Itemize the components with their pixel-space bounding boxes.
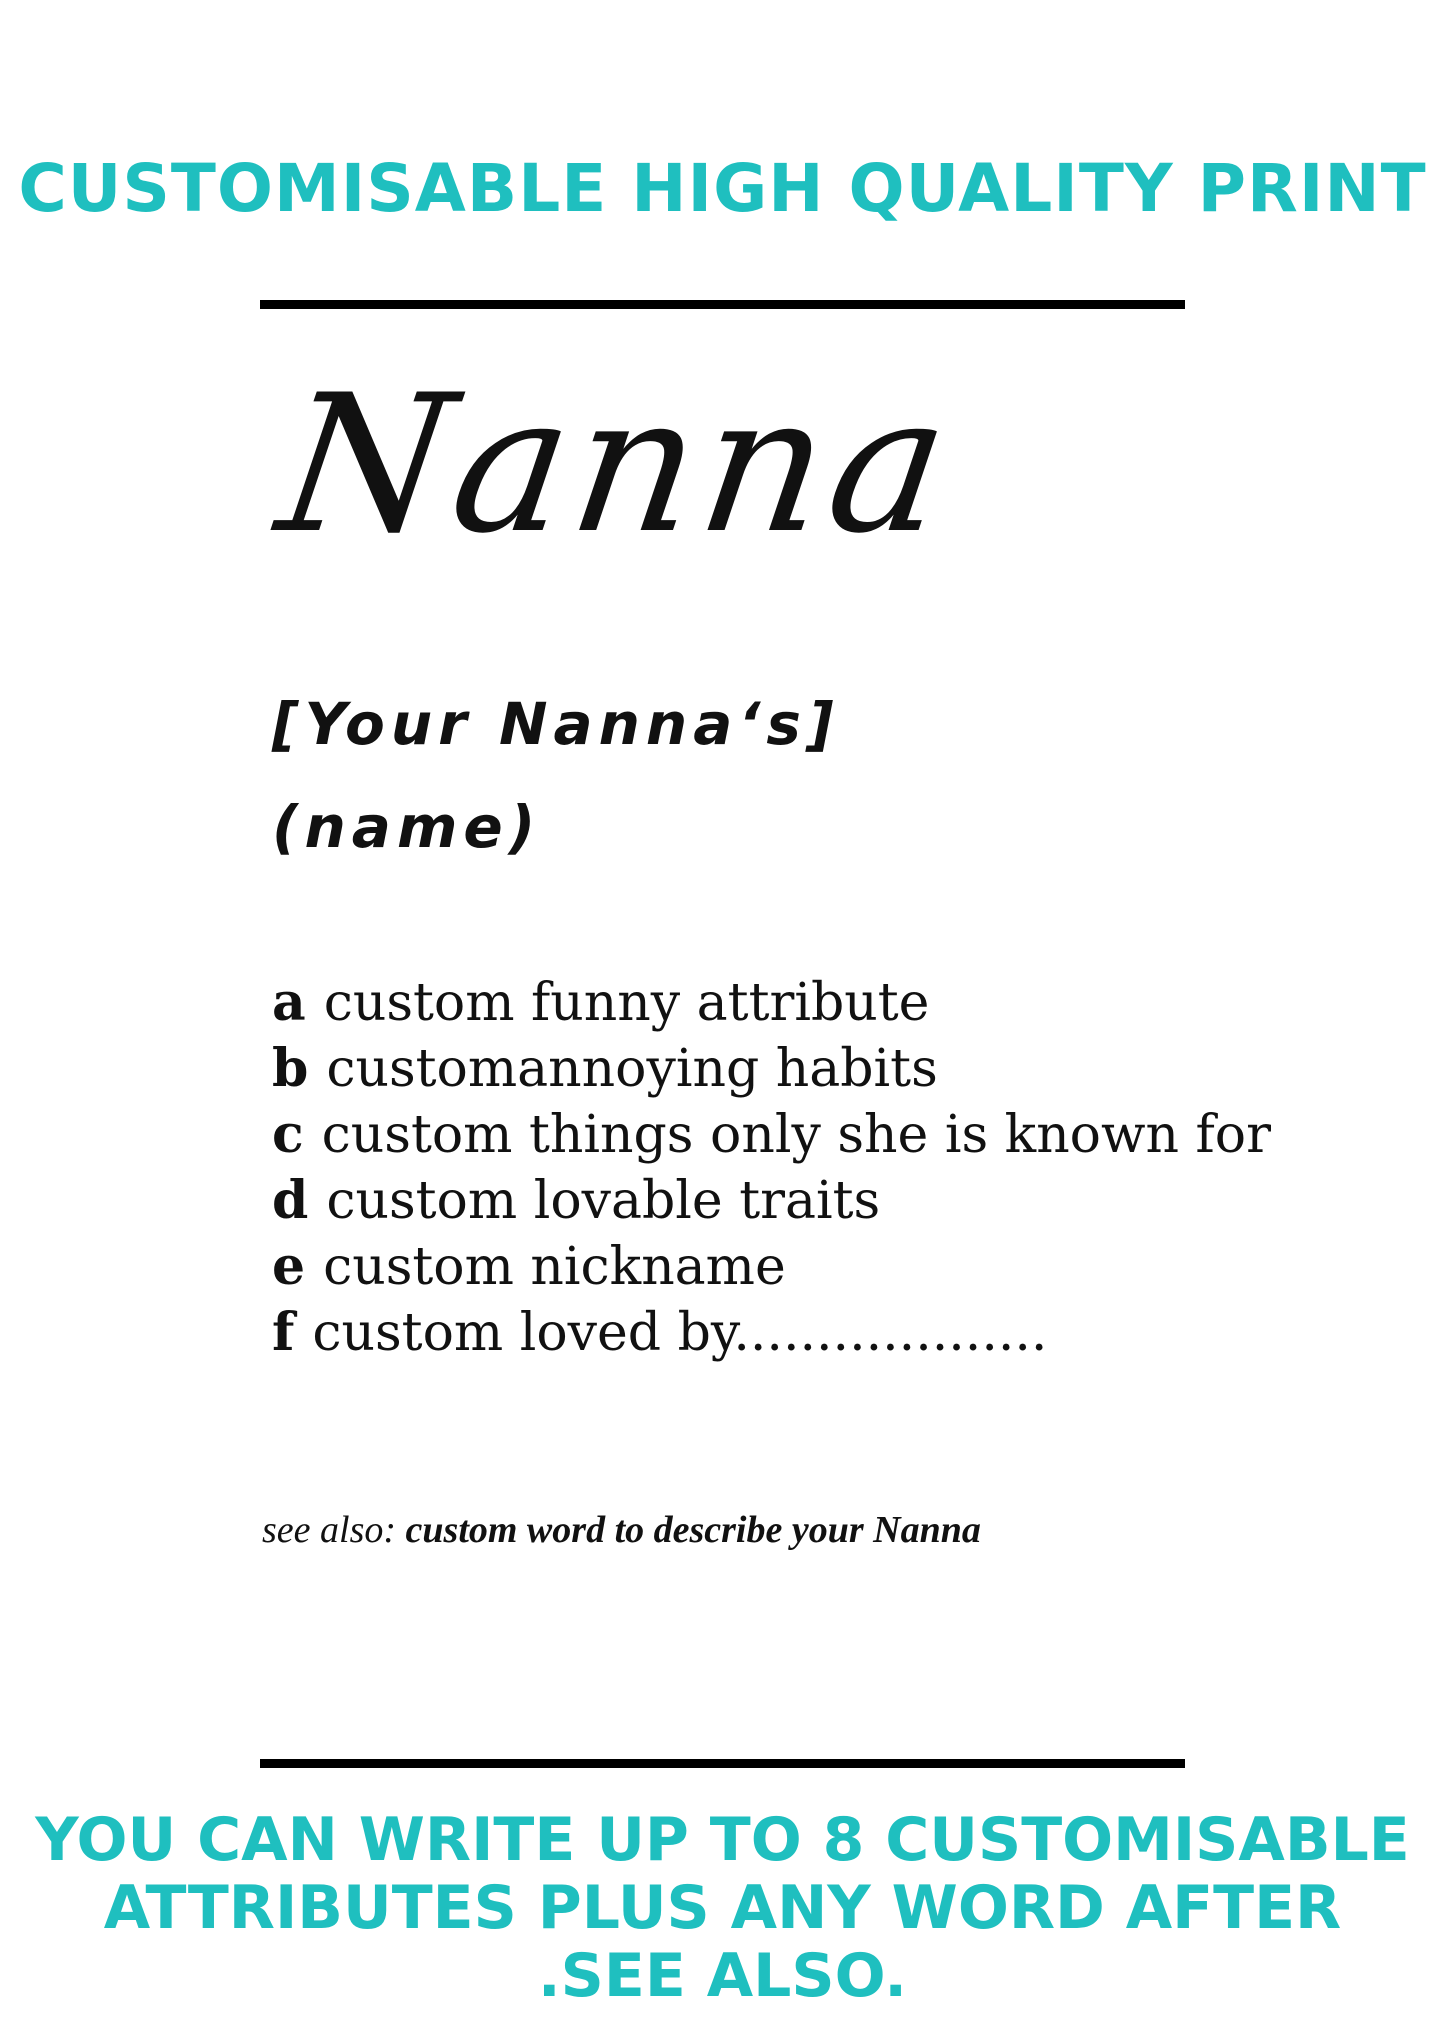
attribute-text: custom loved by................... — [312, 1303, 1048, 1363]
attribute-text: custom things only she is known for — [321, 1105, 1271, 1165]
attribute-list — [272, 970, 1271, 1366]
attribute-item-a — [272, 970, 1271, 1036]
bottom-banner — [0, 1806, 1445, 2010]
subtitle-line-1: [Your Nanna‘s] — [272, 690, 840, 758]
attribute-letter: e — [272, 1236, 306, 1297]
see-also-line — [262, 1508, 981, 1552]
bottom-divider — [260, 1759, 1185, 1768]
see-also-label: see also: — [262, 1509, 397, 1551]
attribute-text: custom funny attribute — [323, 973, 930, 1033]
attribute-text: custom nickname — [323, 1237, 786, 1297]
attribute-text: customannoying habits — [326, 1039, 938, 1099]
attribute-letter: a — [272, 972, 306, 1033]
attribute-item-c — [272, 1102, 1271, 1168]
attribute-text: custom lovable traits — [326, 1171, 881, 1231]
attribute-item-e — [272, 1234, 1271, 1300]
see-also-word: custom word to describe your Nanna — [405, 1509, 981, 1551]
top-divider — [260, 300, 1185, 309]
attribute-item-f — [272, 1300, 1271, 1366]
attribute-item-d — [272, 1168, 1271, 1234]
subtitle-line-2: (name) — [272, 793, 542, 861]
bottom-banner-line-3: .SEE ALSO. — [537, 1941, 908, 2011]
attribute-letter: b — [272, 1038, 309, 1099]
print-title: Nanna — [267, 354, 967, 575]
attribute-letter: d — [272, 1170, 309, 1231]
attribute-item-b — [272, 1036, 1271, 1102]
attribute-letter: f — [272, 1302, 295, 1363]
bottom-banner-line-2: ATTRIBUTES PLUS ANY WORD AFTER — [103, 1873, 1342, 1943]
bottom-banner-line-1: YOU CAN WRITE UP TO 8 CUSTOMISABLE — [35, 1805, 1410, 1875]
attribute-letter: c — [272, 1104, 304, 1165]
top-banner: CUSTOMISABLE HIGH QUALITY PRINT — [18, 150, 1427, 227]
